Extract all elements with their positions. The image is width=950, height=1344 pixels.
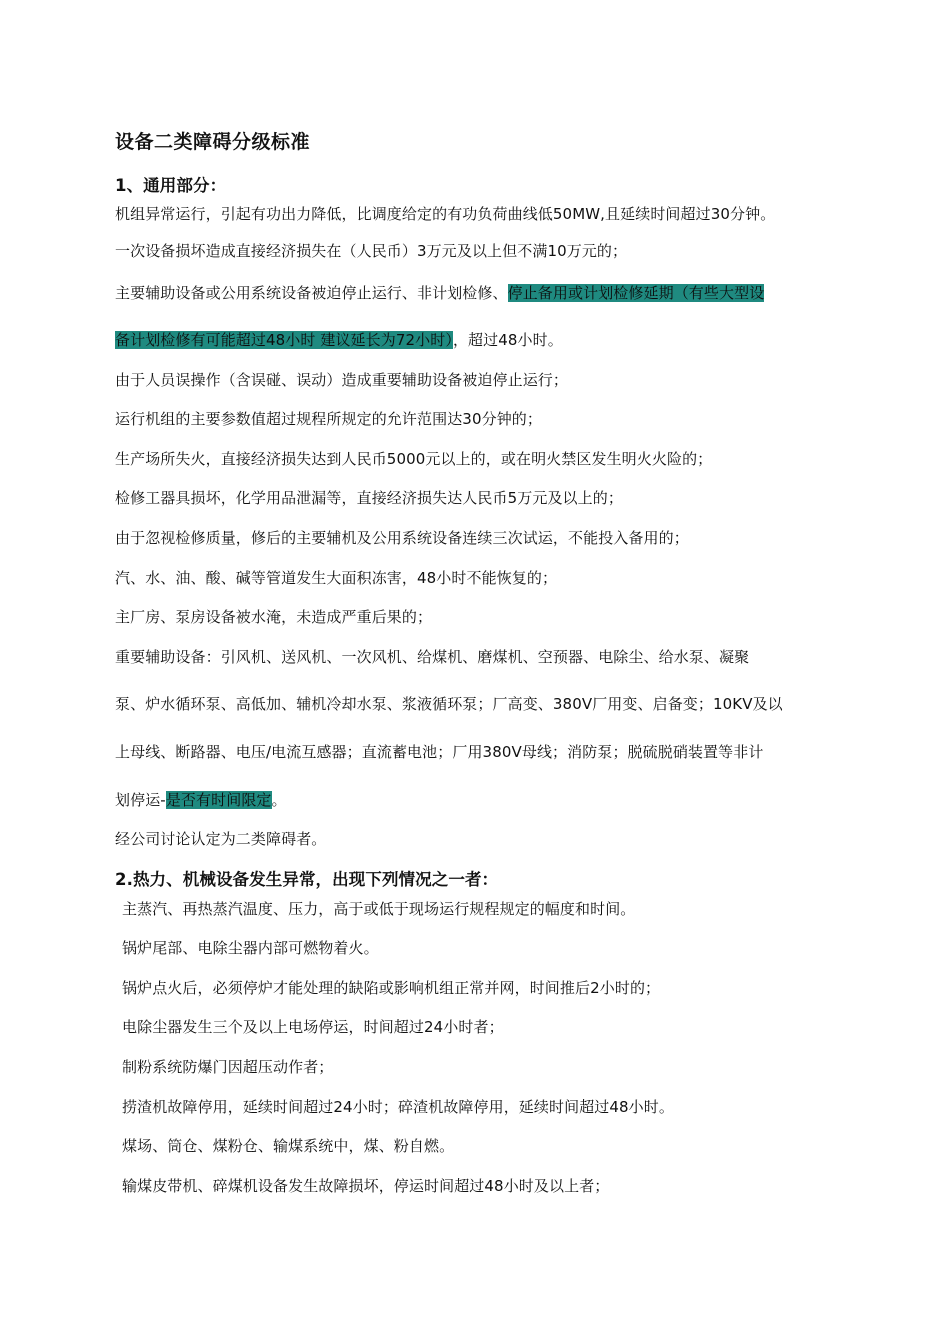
- important-line4-end: 。: [271, 791, 287, 809]
- section2-item-6: 捞渣机故障停用，延续时间超过24小时；碎渣机故障停用，延续时间超过48小时。: [122, 1098, 674, 1116]
- section1-item-7: 检修工器具损坏，化学用品泄漏等，直接经济损失达人民币5万元及以上的；: [115, 489, 623, 507]
- section2-heading: 2.热力、机械设备发生异常，出现下列情况之一者：: [115, 870, 499, 889]
- section1-heading: 1、通用部分：: [115, 176, 227, 195]
- section1-item-10: 主厂房、泵房设备被水淹，未造成严重后果的；: [115, 608, 433, 626]
- section1-item-3-line1: [115, 283, 764, 303]
- section1-item-2: 一次设备损坏造成直接经济损失在（人民币）3万元及以上但不满10万元的；: [115, 242, 628, 260]
- section2-item-2: 锅炉尾部、电除尘器内部可燃物着火。: [122, 939, 379, 957]
- item3-tail: ，超过48小时。: [452, 331, 563, 349]
- section1-item-4: 由于人员误操作（含误碰、误动）造成重要辅助设备被迫停止运行；: [115, 371, 569, 389]
- section2-item-5: 制粉系统防爆门因超压动作者；: [122, 1058, 334, 1076]
- section2-item-4: 电除尘器发生三个及以上电场停运，时间超过24小时者；: [122, 1018, 504, 1036]
- section1-item-8: 由于忽视检修质量，修后的主要辅机及公用系统设备连续三次试运，不能投入备用的；: [115, 529, 689, 547]
- section2-item-7: 煤场、筒仓、煤粉仓、输煤系统中，煤、粉自燃。: [122, 1137, 455, 1155]
- section1-item-3-line2: [115, 330, 563, 350]
- section1-item-5: 运行机组的主要参数值超过规程所规定的允许范围达30分钟的；: [115, 410, 542, 428]
- important-equipment-line3: 上母线、断路器、电压/电流互感器；直流蓄电池；厂用380V母线；消防泵；脱硫脱硝装置等非计: [115, 743, 764, 761]
- item3-highlight-2: 备计划检修有可能超过48小时 建议延长为72小时）: [115, 331, 453, 349]
- section2-item-8: 输煤皮带机、碎煤机设备发生故障损坏，停运时间超过48小时及以上者；: [122, 1177, 610, 1195]
- section1-item-1: 机组异常运行，引起有功出力降低，比调度给定的有功负荷曲线低50MW,且延续时间超过30分钟。: [115, 205, 776, 223]
- item3-text: 主要辅助设备或公用系统设备被迫停止运行、非计划检修、: [115, 284, 508, 302]
- item3-highlight-1: 停止备用或计划检修延期（有些大型设: [507, 284, 765, 302]
- section1-item-9: 汽、水、油、酸、碱等管道发生大面积冻害，48小时不能恢复的；: [115, 569, 558, 587]
- section1-last-item: 经公司讨论认定为二类障碍者。: [115, 830, 327, 848]
- document-title: 设备二类障碍分级标准: [115, 131, 311, 153]
- important-line4-text: 划停运-: [115, 791, 166, 809]
- important-equipment-line2: 泵、炉水循环泵、高低加、辅机冷却水泵、浆液循环泵；厂高变、380V厂用变、启备变；10KV及以: [115, 695, 783, 713]
- important-equipment-line1: 重要辅助设备：引风机、送风机、一次风机、给煤机、磨煤机、空预器、电除尘、给水泵、凝聚: [115, 648, 750, 666]
- section2-item-1: 主蒸汽、再热蒸汽温度、压力，高于或低于现场运行规程规定的幅度和时间。: [122, 900, 636, 918]
- important-line4-highlight: 是否有时间限定: [165, 791, 272, 809]
- section2-item-3: 锅炉点火后，必须停炉才能处理的缺陷或影响机组正常并网，时间推后2小时的；: [122, 979, 661, 997]
- important-equipment-line4: [115, 790, 287, 810]
- section1-item-6: 生产场所失火，直接经济损失达到人民币5000元以上的，或在明火禁区发生明火火险的；: [115, 450, 713, 468]
